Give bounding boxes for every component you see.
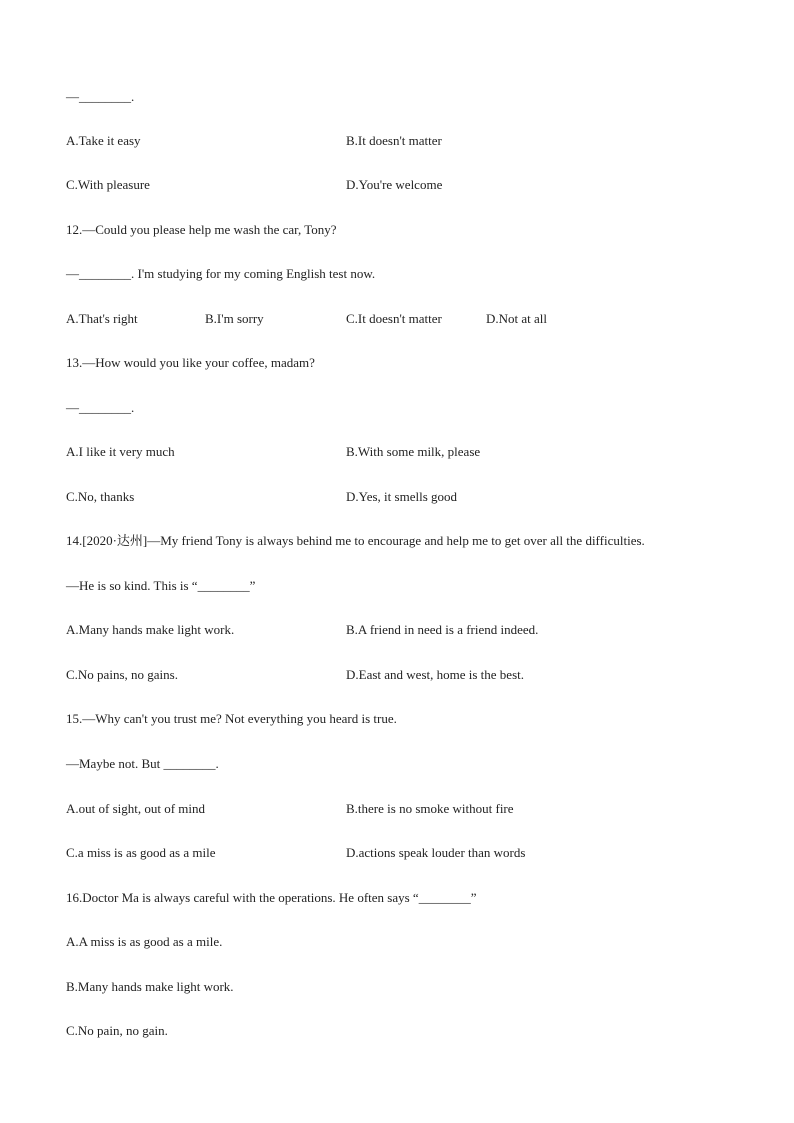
- q11-answer-line: —________.: [66, 89, 135, 104]
- q15-option-b: B.there is no smoke without fire: [346, 801, 514, 816]
- q14-question: 14.[2020·达州]—My friend Tony is always behind me to encourage and help me to get over all the difficulties.: [66, 533, 645, 548]
- q16-option-a: A.A miss is as good as a mile.: [66, 934, 223, 949]
- q15-question: 15.—Why can't you trust me? Not everything you heard is true.: [66, 711, 397, 726]
- q12-option-a: A.That's right: [66, 311, 138, 326]
- q13-option-a: A.I like it very much: [66, 444, 175, 459]
- q13-answer-line: —________.: [66, 400, 135, 415]
- q16-option-b: B.Many hands make light work.: [66, 979, 234, 994]
- q13-option-c: C.No, thanks: [66, 489, 135, 504]
- q12-answer-line: —________. I'm studying for my coming English test now.: [66, 266, 376, 281]
- q11-option-c: C.With pleasure: [66, 177, 150, 192]
- q14-option-d: D.East and west, home is the best.: [346, 667, 524, 682]
- q12-option-d: D.Not at all: [486, 311, 548, 326]
- q12-question: 12.—Could you please help me wash the car, Tony?: [66, 222, 337, 237]
- q13-option-d: D.Yes, it smells good: [346, 489, 458, 504]
- q15-option-c: C.a miss is as good as a mile: [66, 845, 216, 860]
- q15-answer-line: —Maybe not. But ________.: [66, 756, 219, 771]
- q13-question: 13.—How would you like your coffee, madam?: [66, 355, 315, 370]
- q16-question: 16.Doctor Ma is always careful with the operations. He often says “________”: [66, 890, 477, 905]
- q12-option-b: B.I'm sorry: [205, 311, 264, 326]
- q15-option-d: D.actions speak louder than words: [346, 845, 526, 860]
- q14-option-a: A.Many hands make light work.: [66, 622, 235, 637]
- q14-option-c: C.No pains, no gains.: [66, 667, 178, 682]
- q11-option-b: B.It doesn't matter: [346, 133, 442, 148]
- q11-option-d: D.You're welcome: [346, 177, 443, 192]
- q11-option-a: A.Take it easy: [66, 133, 141, 148]
- q14-answer-line: —He is so kind. This is “________”: [66, 578, 256, 593]
- q13-option-b: B.With some milk, please: [346, 444, 481, 459]
- q12-option-c: C.It doesn't matter: [346, 311, 442, 326]
- q16-option-c: C.No pain, no gain.: [66, 1023, 168, 1038]
- q15-option-a: A.out of sight, out of mind: [66, 801, 206, 816]
- q14-option-b: B.A friend in need is a friend indeed.: [346, 622, 539, 637]
